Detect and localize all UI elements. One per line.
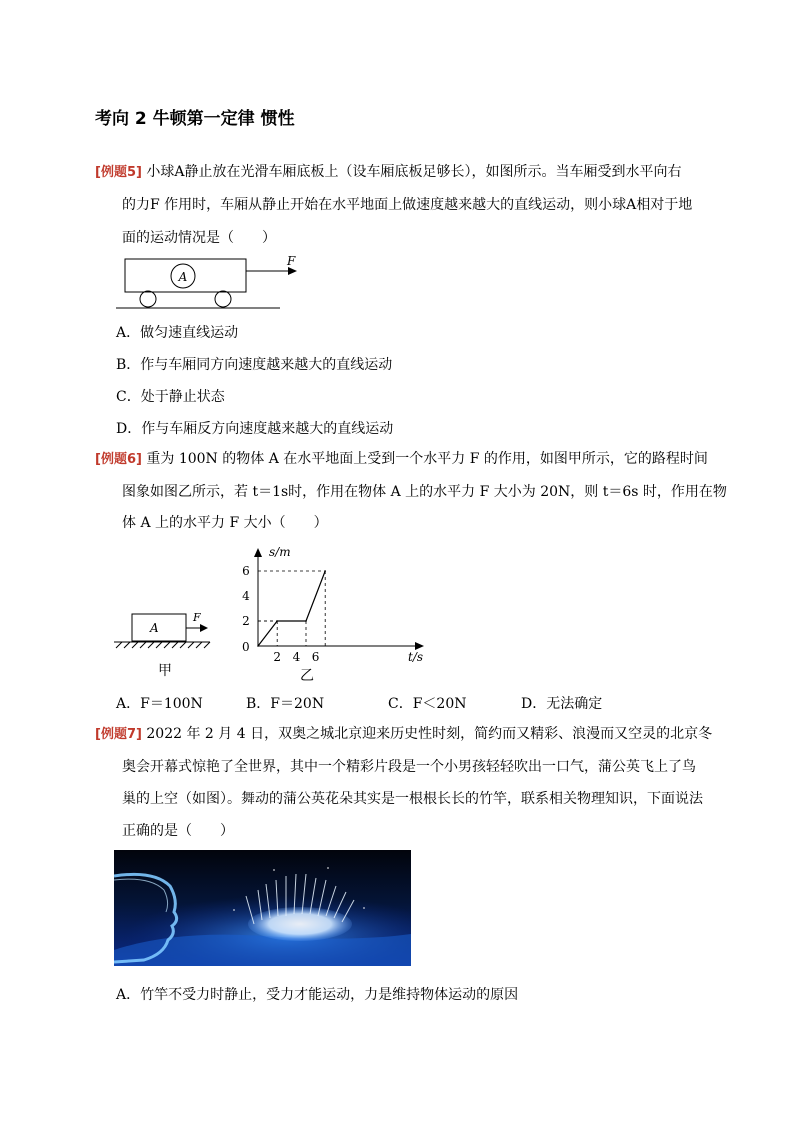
x-tick-label-6: 6 <box>311 650 320 664</box>
force-label: F <box>193 611 201 624</box>
q6-option-a[interactable]: A．F＝100N <box>116 696 203 712</box>
q5-option-a[interactable]: A．做匀速直线运动 <box>116 325 239 341</box>
q6-text-1: 重为 100N 的物体 A 在水平地面上受到一个水平力 F 的作用，如图甲所示，它的路程时间 <box>146 451 708 467</box>
data-point-0 <box>257 645 259 647</box>
q7-text-1: 2022 年 2 月 4 日，双奥之城北京迎来历史性时刻，简约而又精彩、浪漫而又空灵的北京冬 <box>146 726 713 742</box>
y-axis-label: s/m <box>269 545 291 559</box>
q5-line-3: 面的运动情况是（ ） <box>122 230 276 246</box>
q5-option-b[interactable]: B．作与车厢同方向速度越来越大的直线运动 <box>116 357 393 373</box>
data-point-3 <box>324 570 326 572</box>
block-label: A <box>150 621 159 635</box>
q5-line-1 <box>95 162 682 183</box>
q7-line-1 <box>95 724 712 745</box>
x-tick-label-4: 4 <box>292 650 301 664</box>
force-label: F <box>287 254 296 268</box>
y-tick-label-6: 6 <box>242 564 250 578</box>
q7-line-3: 巢的上空（如图）。舞动的蒲公英花朵其实是一根根长长的竹竿，联系相关物理知识，下面说法 <box>122 791 703 807</box>
q5-line-2: 的力F 作用时，车厢从静止开始在水平地面上做速度越来越大的直线运动，则小球A相对于地 <box>122 197 693 213</box>
q7-tag: [例题7] <box>95 727 142 742</box>
data-point-2 <box>305 620 307 622</box>
x-tick-label-2: 2 <box>273 650 282 664</box>
q6-option-d[interactable]: D．无法确定 <box>521 696 603 712</box>
q5-option-d[interactable]: D．作与车厢反方向速度越来越大的直线运动 <box>116 421 394 437</box>
q5-figure-cart <box>112 252 312 314</box>
cart-wheel-left <box>140 291 156 307</box>
q5-tag: [例题5] <box>95 165 142 180</box>
y-tick-label-2: 2 <box>242 614 250 628</box>
q6-figure-yi-graph <box>236 540 436 685</box>
x-axis-label: t/s <box>408 650 424 664</box>
section-heading: 考向 2 牛顿第一定律 惯性 <box>95 109 295 129</box>
cart-wheel-right <box>215 291 231 307</box>
series-line <box>258 571 325 646</box>
q5-option-c[interactable]: C．处于静止状态 <box>116 389 225 405</box>
q7-line-2: 奥会开幕式惊艳了全世界，其中一个精彩片段是一个小男孩轻轻吹出一口气，蒲公英飞上了鸟 <box>122 759 696 775</box>
y-tick-label-4: 4 <box>242 589 250 603</box>
figure-caption-jia: 甲 <box>158 663 172 679</box>
q7-line-4: 正确的是（ ） <box>122 823 234 839</box>
q6-figure-jia <box>110 605 220 680</box>
figure-caption-yi: 乙 <box>300 668 314 684</box>
q7-option-a[interactable]: A．竹竿不受力时静止，受力才能运动，力是维持物体运动的原因 <box>116 987 519 1003</box>
data-point-1 <box>276 620 278 622</box>
force-arrow-head <box>288 267 297 275</box>
q6-line-1 <box>95 449 708 470</box>
q5-text-1: 小球A静止放在光滑车厢底板上（设车厢底板足够长），如图所示。当车厢受到水平向右 <box>146 164 682 180</box>
ground-hatching <box>116 642 210 648</box>
q6-option-b[interactable]: B．F＝20N <box>246 696 325 712</box>
ball-label: A <box>178 270 188 284</box>
q6-option-c[interactable]: C．F＜20N <box>388 696 467 712</box>
block-a <box>132 614 186 641</box>
x-axis-arrow <box>415 642 424 650</box>
q6-line-2: 图象如图乙所示，若 t＝1s时，作用在物体 A 上的水平力 F 大小为 20N，则 t＝6s 时，作用在物 <box>122 484 727 500</box>
q6-line-3: 体 A 上的水平力 F 大小（ ） <box>122 515 328 531</box>
dandelion-photo <box>114 850 411 966</box>
force-arrow-head <box>200 624 208 632</box>
origin-label: 0 <box>242 640 250 654</box>
q6-tag: [例题6] <box>95 452 142 467</box>
y-axis-arrow <box>254 548 262 557</box>
